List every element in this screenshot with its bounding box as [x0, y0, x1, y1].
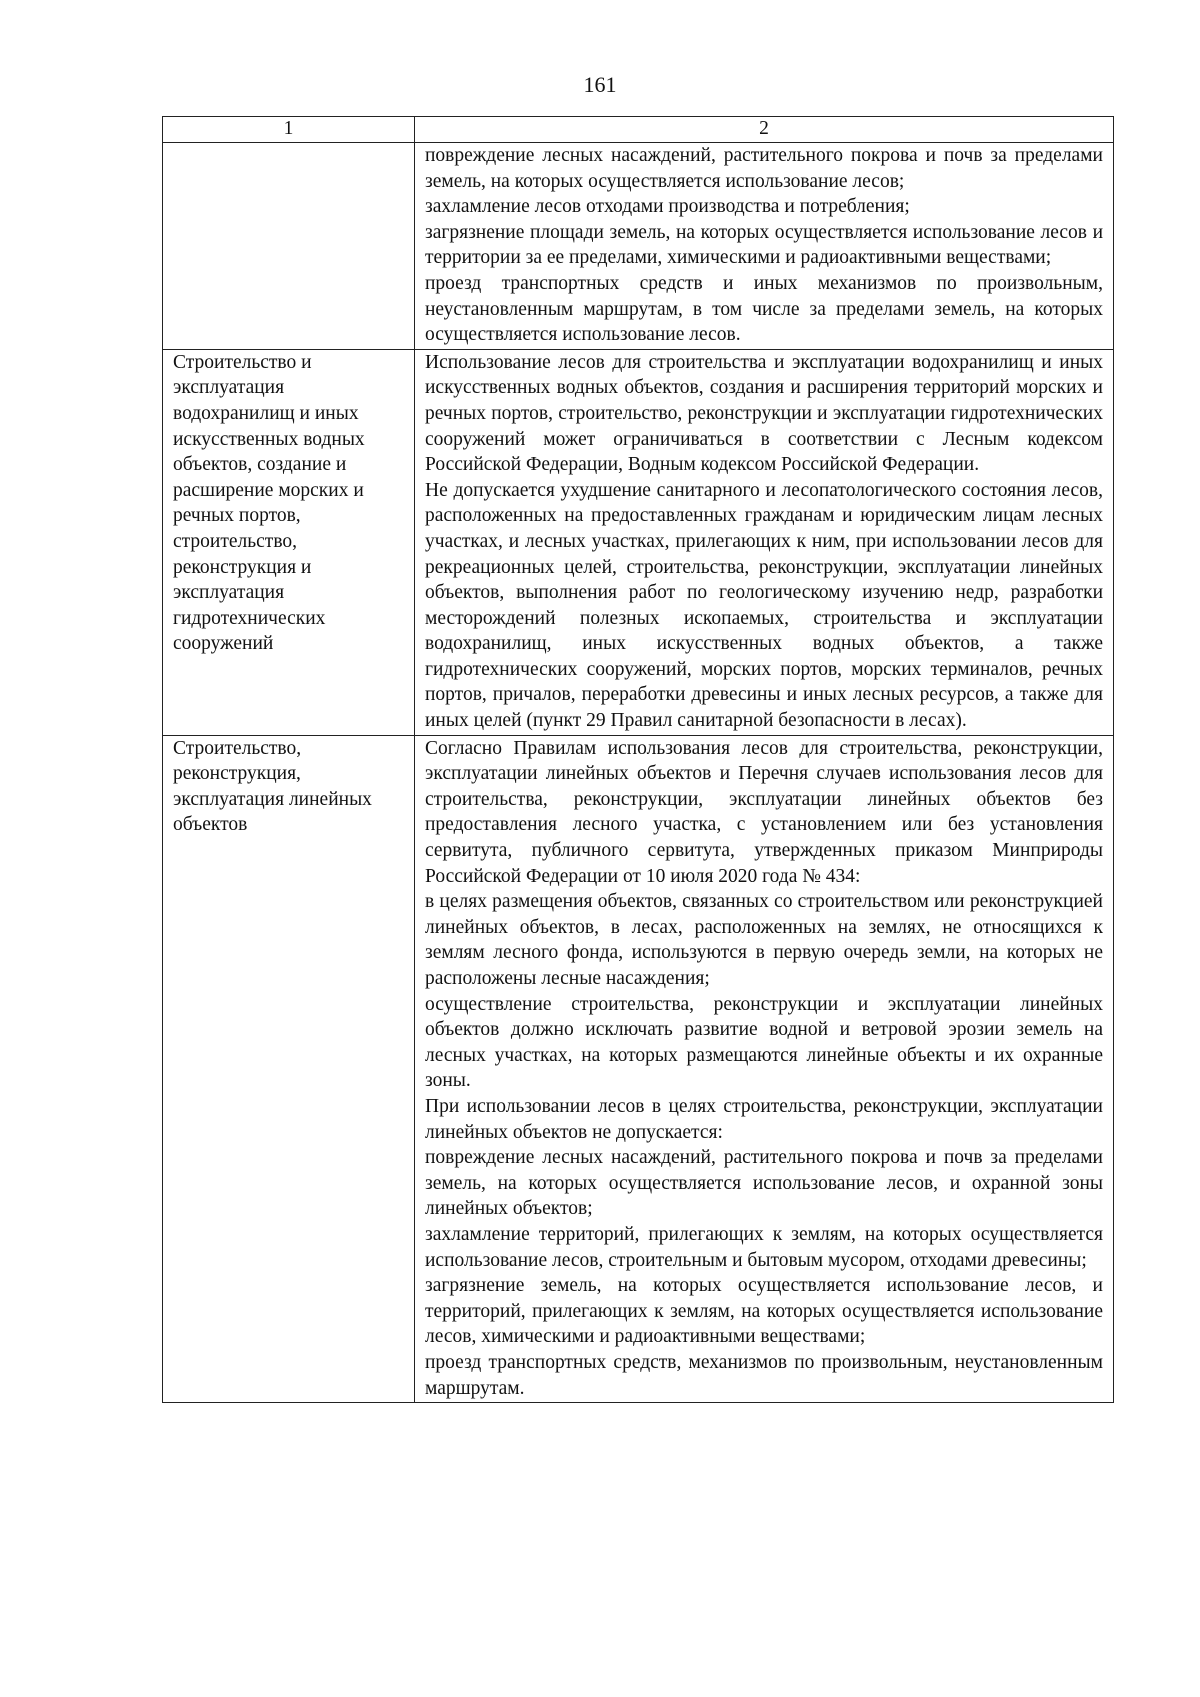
requirement-paragraph: загрязнение земель, на которых осуществляется использование лесов, и территорий, прилегающих к землям, на которых осуществляется использование лесов, химическими и радиоактивными веществами; — [425, 1275, 1103, 1348]
requirement-paragraph: Использование лесов для строительства и эксплуатации водохранилищ и иных искусственных водных объектов, создания и расширения территорий морских и речных портов, строительство, реконструкции и эксплуатации гидротехнических сооружений может ограничиваться в соответствии с Лесным кодексом Российской Федерации, Водным кодексом Российской Федерации. — [425, 351, 1103, 476]
requirement-paragraph: осуществление строительства, реконструкции и эксплуатации линейных объектов должно исключать развитие водной и ветровой эрозии земель на лесных участках, на которых размещаются линейные объекты и их охранные зоны. — [425, 993, 1103, 1092]
requirement-paragraph: загрязнение площади земель, на которых осуществляется использование лесов и территории за ее пределами, химическими и радиоактивными веществами; — [425, 221, 1103, 269]
requirements-cell — [415, 349, 1114, 735]
requirement-paragraph: Не допускается ухудшение санитарного и лесопатологического состояния лесов, расположенных на предоставленных гражданам и юридическим лицам лесных участках, и лесных участках, прилегающих к ним, при использовании лесов для рекреационных целей, строительства, реконструкции, эксплуатации линейных объектов, выполнения работ по геологическому изучению недр, разработки месторождений полезных ископаемых, строительства и эксплуатации водохранилищ, иных искусственных водных объектов, а также гидротехнических сооружений, морских портов, морских терминалов, речных портов, причалов, переработки древесины и иных лесных ресурсов, а также для иных целей (пункт 29 Правил санитарной безопасности в лесах). — [425, 479, 1103, 732]
requirement-paragraph: проезд транспортных средств и иных механизмов по произвольным, неустановленным маршрутам, в том числе за пределами земель, на которых осуществляется использование лесов. — [425, 272, 1103, 346]
requirement-paragraph: повреждение лесных насаждений, растительного покрова и почв за пределами земель, на которых осуществляется использование лесов, и охранной зоны линейных объектов; — [425, 1147, 1103, 1220]
page-number: 161 — [583, 72, 617, 97]
column-header-1: 1 — [163, 117, 415, 143]
requirement-paragraph: захламление лесов отходами производства и потребления; — [425, 196, 910, 218]
activity-cell — [163, 143, 415, 350]
document-table — [162, 116, 1114, 1403]
table-row — [163, 735, 1114, 1402]
requirement-paragraph: проезд транспортных средств, механизмов по произвольным, неустановленным маршрутам. — [425, 1351, 1103, 1399]
requirement-paragraph: захламление территорий, прилегающих к землям, на которых осуществляется использование лесов, строительным и бытовым мусором, отходами древесины; — [425, 1223, 1103, 1271]
table-row — [163, 143, 1114, 350]
requirement-paragraph: Согласно Правилам использования лесов для строительства, реконструкции, эксплуатации линейных объектов и Перечня случаев использования лесов для строительства, реконструкции, эксплуатации линейных объектов без предоставления лесного участка, с установлением или без установления сервитута, публичного сервитута, утвержденных приказом Минприроды Российской Федерации от 10 июля 2020 года № 434: — [425, 737, 1103, 887]
requirements-cell — [415, 143, 1114, 350]
requirements-cell — [415, 735, 1114, 1402]
table-header-row — [163, 117, 1114, 143]
activity-cell: Строительство, реконструкция, эксплуатация линейных объектов — [163, 735, 415, 1402]
requirement-paragraph: повреждение лесных насаждений, растительного покрова и почв за пределами земель, на которых осуществляется использование лесов; — [425, 145, 1103, 192]
column-header-2: 2 — [415, 117, 1114, 143]
requirement-paragraph: в целях размещения объектов, связанных со строительством или реконструкцией линейных объектов, в лесах, расположенных на землях, не относящихся к землям лесного фонда, используются в первую очередь земли, на которых не расположены лесные насаждения; — [425, 891, 1103, 989]
requirement-paragraph: При использовании лесов в целях строительства, реконструкции, эксплуатации линейных объектов не допускается: — [425, 1095, 1103, 1143]
table-row — [163, 349, 1114, 735]
activity-cell: Строительство и эксплуатация водохранилищ и иных искусственных водных объектов, создание и расширение морских и речных портов, строительство, реконструкция и эксплуатация гидротехнических сооружений — [163, 349, 415, 735]
